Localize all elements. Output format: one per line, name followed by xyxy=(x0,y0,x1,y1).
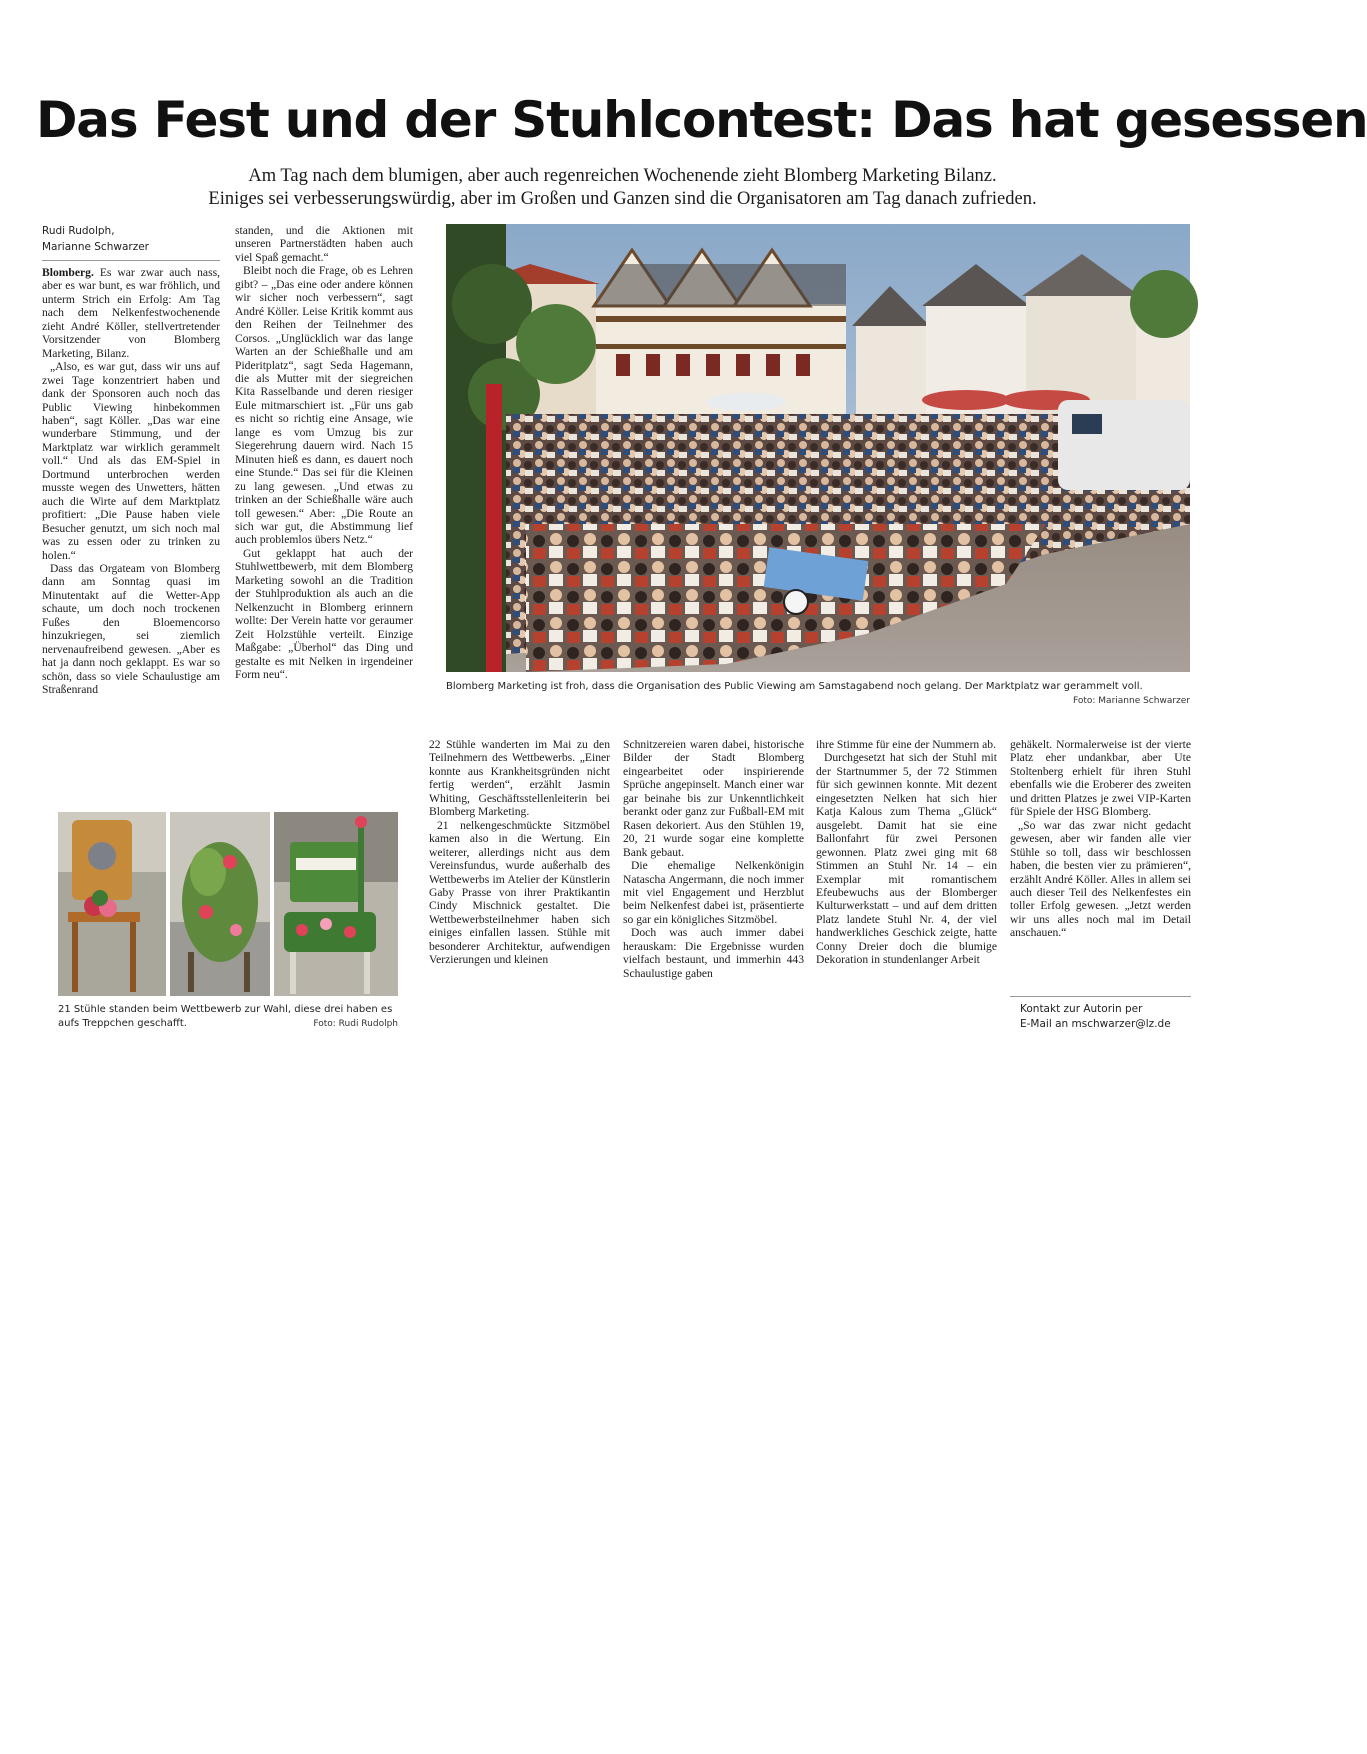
paragraph: „So war das zwar nicht gedacht gewesen, aber wir fanden alle vier Stühle so toll, dass wir beschlossen haben, die besten vier zu prämieren“, erzählt André Köller. Alles in allem sei auch dieser Teil des Nelkenfestes ein toller Erfolg gewesen. „Jetzt werden wir uns alles noch mal im Detail anschauen.“ xyxy=(1010,818,1191,940)
paragraph: ihre Stimme für eine der Nummern ab. xyxy=(816,738,996,751)
article-column-5 xyxy=(816,738,997,1030)
article-column-3 xyxy=(429,738,610,1030)
author-divider xyxy=(42,260,220,261)
paragraph: gehäkelt. Normalerweise ist der vierte Platz eher undankbar, aber Ute Stoltenberg erhielt für ihren Stuhl ebenfalls wie die Eroberer des zweiten und dritten Platzes je zwei VIP-Karten für Spiele der HSG Blomberg. xyxy=(1010,738,1191,819)
caption-text: 21 Stühle standen beim Wettbewerb zur Wahl, diese drei haben es aufs Treppchen geschafft. xyxy=(58,1004,393,1029)
dateline: Blomberg. xyxy=(42,266,94,279)
paragraph: 22 Stühle wanderten im Mai zu den Teilnehmern des Wettbewerbs. „Einer konnte aus Krankheitsgründen nicht fertig werden“, erzählt Jasmin Whiting, Geschäftsstellenleiterin bei Blomberg Marketing. xyxy=(429,738,610,819)
paragraph: Bleibt noch die Frage, ob es Lehren gibt? – „Das eine oder andere können wir sicher noch verbessern“, sagt André Köller. Leise Kritik kommt aus den Reihen der Teilnehmer des Corsos. „Unglücklich war das lange Warten an der Schießhalle und am Pideritplatz“, sagt Seda Hagemann, die als Mutter mit der siegreichen Kita Rasselbande und deren riesiger Eule mitmarschiert ist. „Für uns gab es nicht so richtig eine Ansage, wie lange es vom Umzug bis zur Siegerehrung dauern wird. Nach 15 Minuten hieß es dann, es dauert noch eine Stunde.“ Das sei für die Kleinen zu lang gewesen. „Und etwas zu trinken an der Schießhalle wäre auch toll gewesen.“ Aber: „Die Route an sich war gut, die Abstimmung lief auch problemlos übers Netz.“ xyxy=(235,264,413,547)
paragraph: Gut geklappt hat auch der Stuhlwettbewerb, mit dem Blomberg Marketing sowohl an die Tradition der Stuhlproduktion als auch an die Nelkenzucht in Blomberg erinnern wollte: Der Verein hatte vor geraumer Zeit Holzstühle verteilt. Einzige Maßgabe: „Überhol“ das Ding und gestalte es mit Nelken in irgendeiner Form neu“. xyxy=(235,546,413,681)
paragraph xyxy=(42,266,220,360)
photo-credit: Foto: Marianne Schwarzer xyxy=(1073,696,1190,706)
paragraph: Doch was auch immer dabei herauskam: Die Ergebnisse wurden vielfach bestaunt, und immerhin 443 Schaulustige gaben xyxy=(623,926,804,980)
chairs-photo-illustration xyxy=(58,812,398,996)
article-column-6 xyxy=(1010,738,1191,994)
article-column-2 xyxy=(235,224,413,786)
contact-divider xyxy=(1010,996,1191,997)
paragraph: „Also, es war gut, dass wir uns auf zwei Tage konzentriert haben und dank der Sponsoren auch noch das Public Viewing hinbekommen haben“, sagt Köller. „Das war eine wunderbare Stimmung, und der Marktplatz war wirklich gerammelt voll.“ Und als das EM-Spiel in Dortmund unterbrochen werden musste wegen des Unwetters, hätten auch die Wirte auf dem Marktplatz profitiert: „Die Pause haben viele Besucher genutzt, um sich noch mal was zu essen oder zu trinken zu holen.“ xyxy=(42,360,220,562)
paragraph: Schnitzereien waren dabei, historische Bilder der Stadt Blomberg eingearbeitet oder inspirierende Sprüche angepinselt. Manch einer war gar beinahe bis zur Unkenntlichkeit berankt oder ganz zur Fußball-EM mit Rasen dekoriert. Aus den Stühlen 19, 20, 21 wurde sogar eine komplette Bank gebaut. xyxy=(623,738,804,859)
paragraph: Dass das Orgateam von Blomberg dann am Sonntag quasi im Minutentakt auf die Wetter-App schaute, um doch noch trockenen Fußes den Bloemencorso hinzukriegen, sei ziemlich nervenaufreibend gewesen. „Aber es hat ja dann noch geklappt. Es war so schön, dass so viele Schaulustige am Straßenrand xyxy=(42,561,220,697)
paragraph: 21 nelkengeschmückte Sitzmöbel kamen also in die Wertung. Ein weiterer, allerdings nicht aus dem Vereinsfundus, wurde außerhalb des Wettbewerbs im Atelier der Künstlerin Gaby Prasse von ihrer Praktikantin Cindy Mischnick gestaltet. Die Wettbewerbsteilnehmer haben sich einiges einfallen lassen. Stühle mit besonderer Architektur, aufwendigen Verzierungen und kleinen xyxy=(429,818,610,967)
subline-line-1: Am Tag nach dem blumigen, aber auch regenreichen Wochenende zieht Blomberg Marketing Bilanz. xyxy=(248,166,997,186)
paragraph: Die ehemalige Nelkenkönigin Natascha Angermann, die noch immer mit viel Engagement und Herzblut beim Nelkenfest dabei ist, präsentierte so gar ein königliches Sitzmöbel. xyxy=(623,859,804,926)
author-name-1: Rudi Rudolph, xyxy=(42,225,115,237)
main-photo-caption xyxy=(446,680,1190,708)
paragraph-text: Es war zwar auch nass, aber es war bunt, es war fröhlich, und unterm Strich ein Erfolg: Am Tag nach dem Nelkenfestwochenende zieht André Köller, stellvertretender Vorsitzender von Blomberg Marketing, Bilanz. xyxy=(42,266,220,360)
main-photo-public-viewing xyxy=(446,224,1190,672)
headline: Das Fest und der Stuhlcontest: Das hat gesessen xyxy=(36,91,1367,149)
author-name-2: Marianne Schwarzer xyxy=(42,241,149,253)
chairs-photo-winners xyxy=(58,812,398,996)
paragraph: standen, und die Aktionen mit unseren Partnerstädten haben auch viel Spaß gemacht.“ xyxy=(235,224,413,264)
subline-line-2: Einiges sei verbesserungswürdig, aber im Großen und Ganzen sind die Organisatoren am Tag danach zufrieden. xyxy=(208,189,1037,209)
photo-credit: Foto: Rudi Rudolph xyxy=(313,1019,398,1029)
article-column-1 xyxy=(42,266,220,786)
crowd-photo-illustration xyxy=(446,224,1190,672)
paragraph: Durchgesetzt hat sich der Stuhl mit der Startnummer 5, der 72 Stimmen für sich gewinnen konnte. Mit dezent eingesetzten Nelken hat sich hier Katja Kalous zum Thema „Glück“ ausgelebt. Damit hat sie eine Ballonfahrt für zwei Personen gewonnen. Platz zwei ging mit 68 Stimmen an Stuhl Nr. 14 – ein Exemplar mit romantischem Efeubewuchs aus der Blomberger Kulturwerkstatt – und auf dem dritten Platz landete Stuhl Nr. 4, der viel handwerkliches Geschick zeigte, hatte Conny Dreier doch die blumige Dekoration in stundenlanger Arbeit xyxy=(816,751,997,967)
chairs-photo-caption xyxy=(58,1003,398,1031)
caption-text: Blomberg Marketing ist froh, dass die Organisation des Public Viewing am Samstagabend noch gelang. Der Marktplatz war gerammelt voll. xyxy=(446,681,1143,692)
contact-email[interactable]: E-Mail an mschwarzer@lz.de xyxy=(1020,1018,1171,1030)
contact-line-1: Kontakt zur Autorin per xyxy=(1020,1003,1143,1015)
article-column-4 xyxy=(623,738,804,1030)
